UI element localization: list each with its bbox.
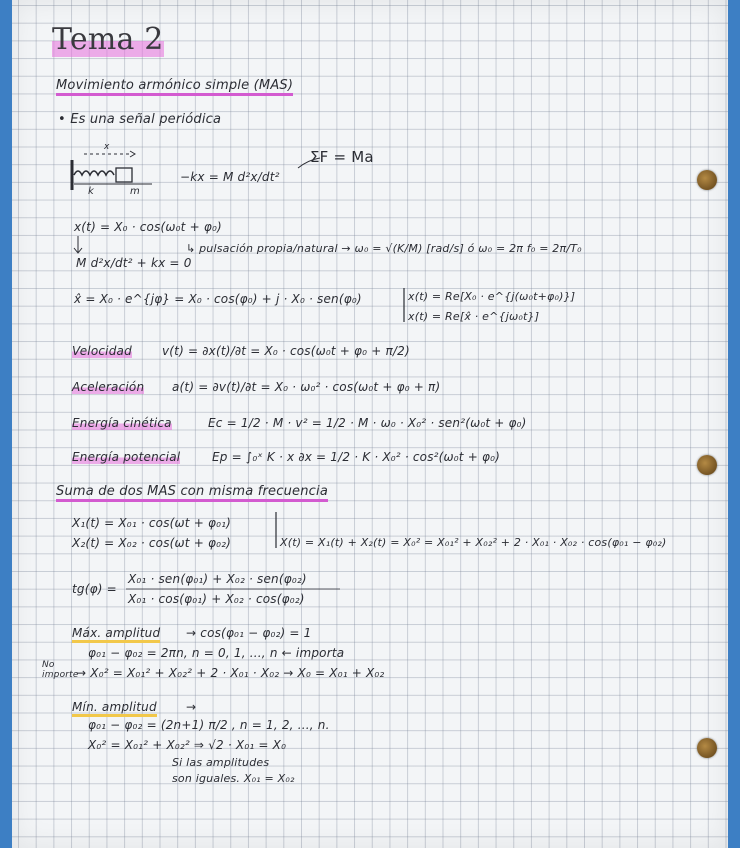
tg-label: tg(φ) = xyxy=(72,582,117,596)
max-amplitude-note: No importe xyxy=(42,660,79,680)
tg-denominator: X₀₁ · cos(φ₀₁) + X₀₂ · cos(φ₀₂) xyxy=(128,592,305,606)
tg-numerator: X₀₁ · sen(φ₀₁) + X₀₂ · sen(φ₀₂) xyxy=(128,572,307,586)
velocidad-label: Velocidad xyxy=(72,344,132,358)
x-label: x xyxy=(104,142,110,152)
aceleracion-label: Aceleración xyxy=(72,380,145,394)
min-amplitude-note-1: Si las amplitudes xyxy=(172,756,270,769)
real-part-2: x(t) = Re[x̂ · e^{jω₀t}] xyxy=(408,310,540,323)
mass-block xyxy=(116,168,132,182)
min-amplitude-note-2: son iguales. X₀₁ = X₀₂ xyxy=(172,772,295,785)
max-amplitude-phase: φ₀₁ − φ₀₂ = 2πn, n = 0, 1, ..., n ← importa xyxy=(88,646,345,660)
notebook-page xyxy=(12,0,728,848)
min-amplitude-label: Mín. amplitud xyxy=(72,700,157,717)
k-label: k xyxy=(88,186,94,197)
bullet-periodic: • Es una señal periódica xyxy=(58,112,222,127)
section-heading-mas: Movimiento armónico simple (MAS) xyxy=(56,78,293,96)
max-amplitude-equation: → X₀² = X₀₁² + X₀₂² + 2 · X₀₁ · X₀₂ → X₀ = X₀₁ + X₀₂ xyxy=(76,666,385,680)
max-amplitude-condition: → cos(φ₀₁ − φ₀₂) = 1 xyxy=(186,626,312,640)
position-equation: x(t) = X₀ · cos(ω₀t + φ₀) xyxy=(74,220,222,234)
x1-equation: X₁(t) = X₀₁ · cos(ωt + φ₀₁) xyxy=(72,516,231,530)
page-title: Tema 2 xyxy=(52,22,164,57)
differential-equation: M d²x/dt² + kx = 0 xyxy=(76,256,192,270)
velocidad-equation: v(t) = ∂x(t)/∂t = X₀ · cos(ω₀t + φ₀ + π/2) xyxy=(162,344,410,358)
suma-heading: Suma de dos MAS con misma frecuencia xyxy=(56,484,328,502)
min-amplitude-equation: X₀² = X₀₁² + X₀₂² ⇒ √2 · X₀₁ = X₀ xyxy=(88,738,287,752)
energia-cinetica-label: Energía cinética xyxy=(72,416,172,430)
sum-equation: X(t) = X₁(t) + X₂(t) = X₀² = X₀₁² + X₀₂² + 2 · X₀₁ · X₀₂ · cos(φ₀₁ − φ₀₂) xyxy=(280,536,667,549)
max-amplitude-label: Máx. amplitud xyxy=(72,626,160,643)
energia-potencial-equation: Ep = ∫₀ˣ K · x ∂x = 1/2 · K · X₀² · cos²(ω₀t + φ₀) xyxy=(212,450,500,464)
min-amplitude-arrow: → xyxy=(186,700,197,714)
pulsacion-note: ↳ pulsación propia/natural → ω₀ = √(K/M) [rad/s] ó ω₀ = 2π f₀ = 2π/T₀ xyxy=(186,242,582,255)
force-equation: −kx = M d²x/dt² xyxy=(180,170,280,184)
energia-potencial-label: Energía potencial xyxy=(72,450,181,464)
min-amplitude-phase: φ₀₁ − φ₀₂ = (2n+1) π/2 , n = 1, 2, ..., n. xyxy=(88,718,330,732)
newton-law: ΣF = Ma xyxy=(310,148,374,166)
x2-equation: X₂(t) = X₀₂ · cos(ωt + φ₀₂) xyxy=(72,536,231,550)
real-part-1: x(t) = Re[X₀ · e^{j(ω₀t+φ₀)}] xyxy=(408,290,576,303)
aceleracion-equation: a(t) = ∂v(t)/∂t = X₀ · ω₀² · cos(ω₀t + φ₀ + π) xyxy=(172,380,441,394)
energia-cinetica-equation: Ec = 1/2 · M · v² = 1/2 · M · ω₀ · X₀² · sen²(ω₀t + φ₀) xyxy=(208,416,527,430)
phasor-equation: x̂ = X₀ · e^{jφ} = X₀ · cos(φ₀) + j · X₀ · sen(φ₀) xyxy=(74,292,362,306)
spring-coil xyxy=(74,171,114,175)
m-label: m xyxy=(130,186,140,197)
